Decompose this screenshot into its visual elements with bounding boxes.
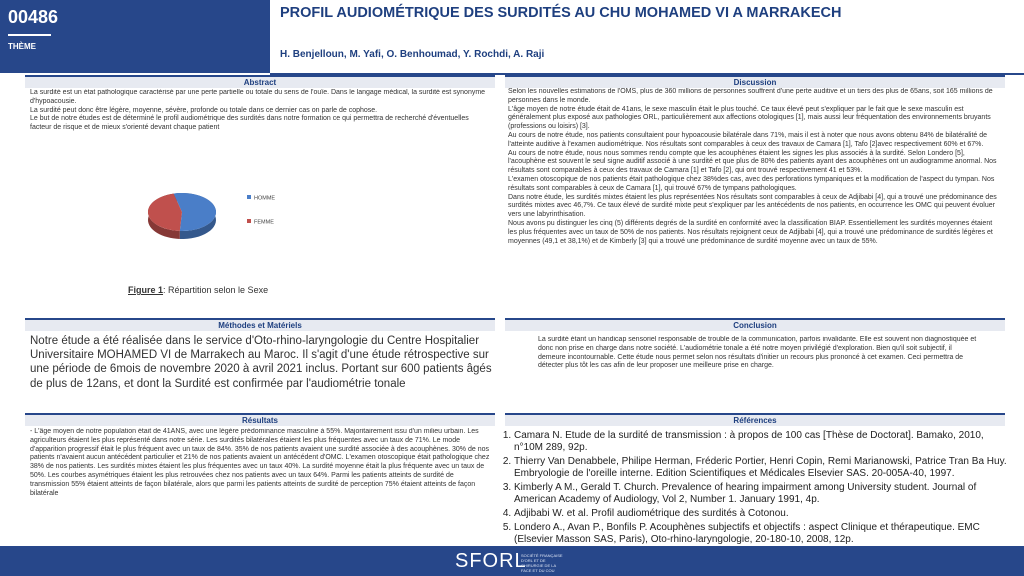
poster-sidebar (0, 0, 270, 73)
discussion-paragraph: Nous avons pu distinguer les cinq (5) différents degrés de la surdité en conformité avec la classification BIAP. Essentiellement les surdités moyennes étaient les plus fréquentes avec un taux de 50% de nos patients. Nos résultats rejoignent ceux de Adjibabi [4], qui a trouvé une prédominance de surdités légères et moyennes (49,1 et 38,1%) et de Kimberly [3] qui a trouvé une prédominance de surdité moyenne avec un taux de 55%. (508, 219, 993, 245)
methods-text: Notre étude a été réalisée dans le service d'Oto-rhino-laryngologie du Centre Hospitalier Universitaire MOHAMED VI de Marrakech au Maroc. Il s'agit d'une étude rétrospective sur une période de 6mois de novembre 2020 à avril 2021 inclus. Portant sur 600 patients âgés de plus de 12ans, et dont la Surdité est confirmée par l'audiométrie tonale (30, 335, 492, 390)
references-heading: Références (505, 413, 1005, 426)
reference-item: 1. Camara N. Etude de la surdité de transmission : à propos de 100 cas [Thèse de Doctorat]. Bamako, 2010, n°10M 289, 92p. (514, 430, 1012, 454)
discussion-paragraph: Dans notre étude, les surdités mixtes étaient les plus représentées Nos résultats sont comparables à ceux de Adjibabi [4], qui a trouvé une prédominance des surdités mixtes avec 46,7%. Ce taux élevé de surdité mixte peut s'expliquer par les antécédents de nos patients, en occurrence les OMC qui peuvent évoluer vers une labyrinthisation. (508, 193, 997, 219)
poster-number: 00486 (8, 7, 59, 27)
footer-bar (0, 546, 1024, 576)
reference-item: 3. Kimberly A M., Gerald T. Church. Prevalence of hearing impairment among University student. Journal of American Academy of Audiology, Vol 2, Number 1. January 1991, 4p. (514, 482, 1012, 506)
reference-item: 5. Londero A., Avan P., Bonfils P. Acouphènes subjectifs et objectifs : aspect Clinique et thérapeutique. EMC (Elsevier Masson SAS, Paris), Oto-rhino-laryngologie, 20-180-10, 2008, 12p. (514, 522, 1012, 546)
results-heading: Résultats (25, 413, 495, 426)
conclusion-heading: Conclusion (505, 318, 1005, 331)
sforl-logo (455, 550, 565, 572)
discussion-paragraph: Au cours de notre étude, nous nous sommes rendu compte que les acouphènes étaient les signes les plus associés à la surdité. Selon Londero [5], l'acouphène est souvent le seul signe auditif associé à une surdité et que plus de 80% des patients ayant des acouphènes ont un audiogramme anormal. Nos résultats sont comparables à ceux des travaux de Camara [1] et Tafo [2], qui ont trouvé respectivement 41 et 53%. (508, 149, 997, 175)
legend-label-homme: HOMME (254, 195, 276, 202)
conclusion-text: La surdité étant un handicap sensoriel responsable de trouble de la communication, parfois invalidante. Elle est souvent non diagnostiquée et donc non prise en charge dans notre société. L'audiométrie tonale a été notre moyen privilégié d'exploration. Bien qu'il soit subjectif, il demeure incontournable. Cette étude nous permet selon nos résultats d'initier un recours plus prononcé à cet examen. Ceci permettra de détecter plus tôt les cas afin de leur proposer une meilleure prise en charge. (538, 336, 977, 370)
abstract-paragraph: Le but de notre études est de déterminé le profil audiométrique des surdités dans notre formation ce qui permettra de recherché d'éventuelles facteur de risque et de mieux s'orienté devant chaque patient (30, 115, 469, 132)
sforl-logo-text: SFORL (455, 550, 527, 572)
abstract-text (30, 89, 490, 149)
discussion-text (508, 88, 1000, 316)
reference-item: 4. Adjibabi W. et al. Profil audiométrique des surdités à Cotonou. (514, 508, 1012, 520)
discussion-paragraph: Au cours de notre étude, nos patients consultaient pour hypoacousie bilatérale dans 71%, mais il est à noter que nous avons obtenu 84% de bilatéralité de l'atteinte auditive à l'examen audiométrique. Nos résultats sont comparables à ceux des travaux de Camara [1], Tafo [2]avec respectivement 60% et 67%. (508, 131, 988, 148)
discussion-paragraph: L'âge moyen de notre étude était de 41ans, le sexe masculin était le plus touché. Ce taux élevé peut s'expliquer par le fait que le sexe masculin est généralement plus exposé aux pathologies ORL, particulièrement aux affections otologiques [1], mais aussi leur fréquentation des environnements bruyants (professions ou loisirs) [3]. (508, 105, 991, 131)
legend-swatch-femme (247, 219, 251, 223)
results-text: - L'âge moyen de notre population était de 41ANS, avec une légère prédominance masculine à 55%. Majoritairement issu d'un milieu urbain. Les agriculteurs étaient les plus représenté dans notre série. Les surdités bilatérales étaient les plus fréquentes avec un taux de 71%. Le mode d'apparition progressif était le plus fréquent avec un taux de 84%. 35% de nos patients avaient une surdité associée à des acouphènes. 30% de nos patients n'avaient aucun antécédent particulier et 21% de nos patients avaient un antécédent d'OMC. L'examen otoscopique était pathologique chez 38% de nos patients. Les surdités mixtes étaient les plus fréquentes avec un taux 40%. La surdité moyenne était la plus fréquente avec un taux de 50%. Les courbes asymétriques étaient les plus retrouvées chez nos patients avec un taux 64%. Parmi les patients atteints de surdité de transmission 55% étaient atteints de façon bilatérale, alors que parmi les patients atteints de surdité de perception 75% étaient atteints de façon bilatérale (30, 428, 490, 497)
discussion-paragraph: L'examen otoscopique de nos patients était pathologique chez 38%des cas, avec des perforations tympaniques et la modification de l'aspect du tympan. Nos résultats sont comparables à ceux de Camara [1], qui trouvé 67% de tympans pathologiques. (508, 175, 995, 192)
legend-swatch-homme (247, 195, 251, 199)
references-block (500, 430, 1012, 546)
abstract-paragraph: La surdité est un état pathologique caractérisé par une perte partielle ou totale du sens de l'ouïe. Dans le langage médical, la surdité est synonyme d'hypoacousie. (30, 89, 486, 105)
figure-caption (128, 285, 268, 295)
sidebar-divider (8, 34, 51, 36)
discussion-paragraph: Selon les nouvelles estimations de l'OMS, plus de 360 millions de personnes souffrent d'une perte auditive et un tiers des plus de 65ans, soit 165 millions de personnes dans le monde. (508, 88, 993, 104)
pie-chart-svg (140, 178, 290, 258)
methods-heading: Méthodes et Matériels (25, 318, 495, 331)
reference-item: 2. Thierry Van Denabbele, Philipe Herman, Fréderic Portier, Henri Copin, Remi Marianowski, Patrice Tran Ba Huy. Embryologie de l'oreille interne. Edition Scientifiques et Médicales Elsevier SAS. 20-005A-40, 1997. (514, 456, 1012, 480)
abstract-heading: Abstract (25, 75, 495, 88)
sex-distribution-chart (140, 178, 290, 258)
figure-label: Figure 1 (128, 285, 164, 295)
theme-label: THÈME (8, 42, 36, 51)
poster-title: PROFIL AUDIOMÉTRIQUE DES SURDITÉS AU CHU MOHAMED VI A MARRAKECH (280, 5, 842, 21)
sforl-logo-subtext: SOCIÉTÉ FRANÇAISE D'ORL ET DE CHIRURGIE DE LA FACE ET DU COU (521, 553, 563, 573)
discussion-heading: Discussion (505, 75, 1005, 88)
legend-label-femme: FEMME (254, 219, 274, 226)
authors: H. Benjelloun, M. Yafi, O. Benhoumad, Y. Rochdi, A. Raji (280, 49, 545, 60)
references-list (500, 430, 1012, 546)
figure-caption-text: : Répartition selon le Sexe (163, 285, 269, 295)
abstract-paragraph: La surdité peut donc être légère, moyenne, sévère, profonde ou totale dans ce dernier cas on parle de cophose. (30, 106, 378, 114)
